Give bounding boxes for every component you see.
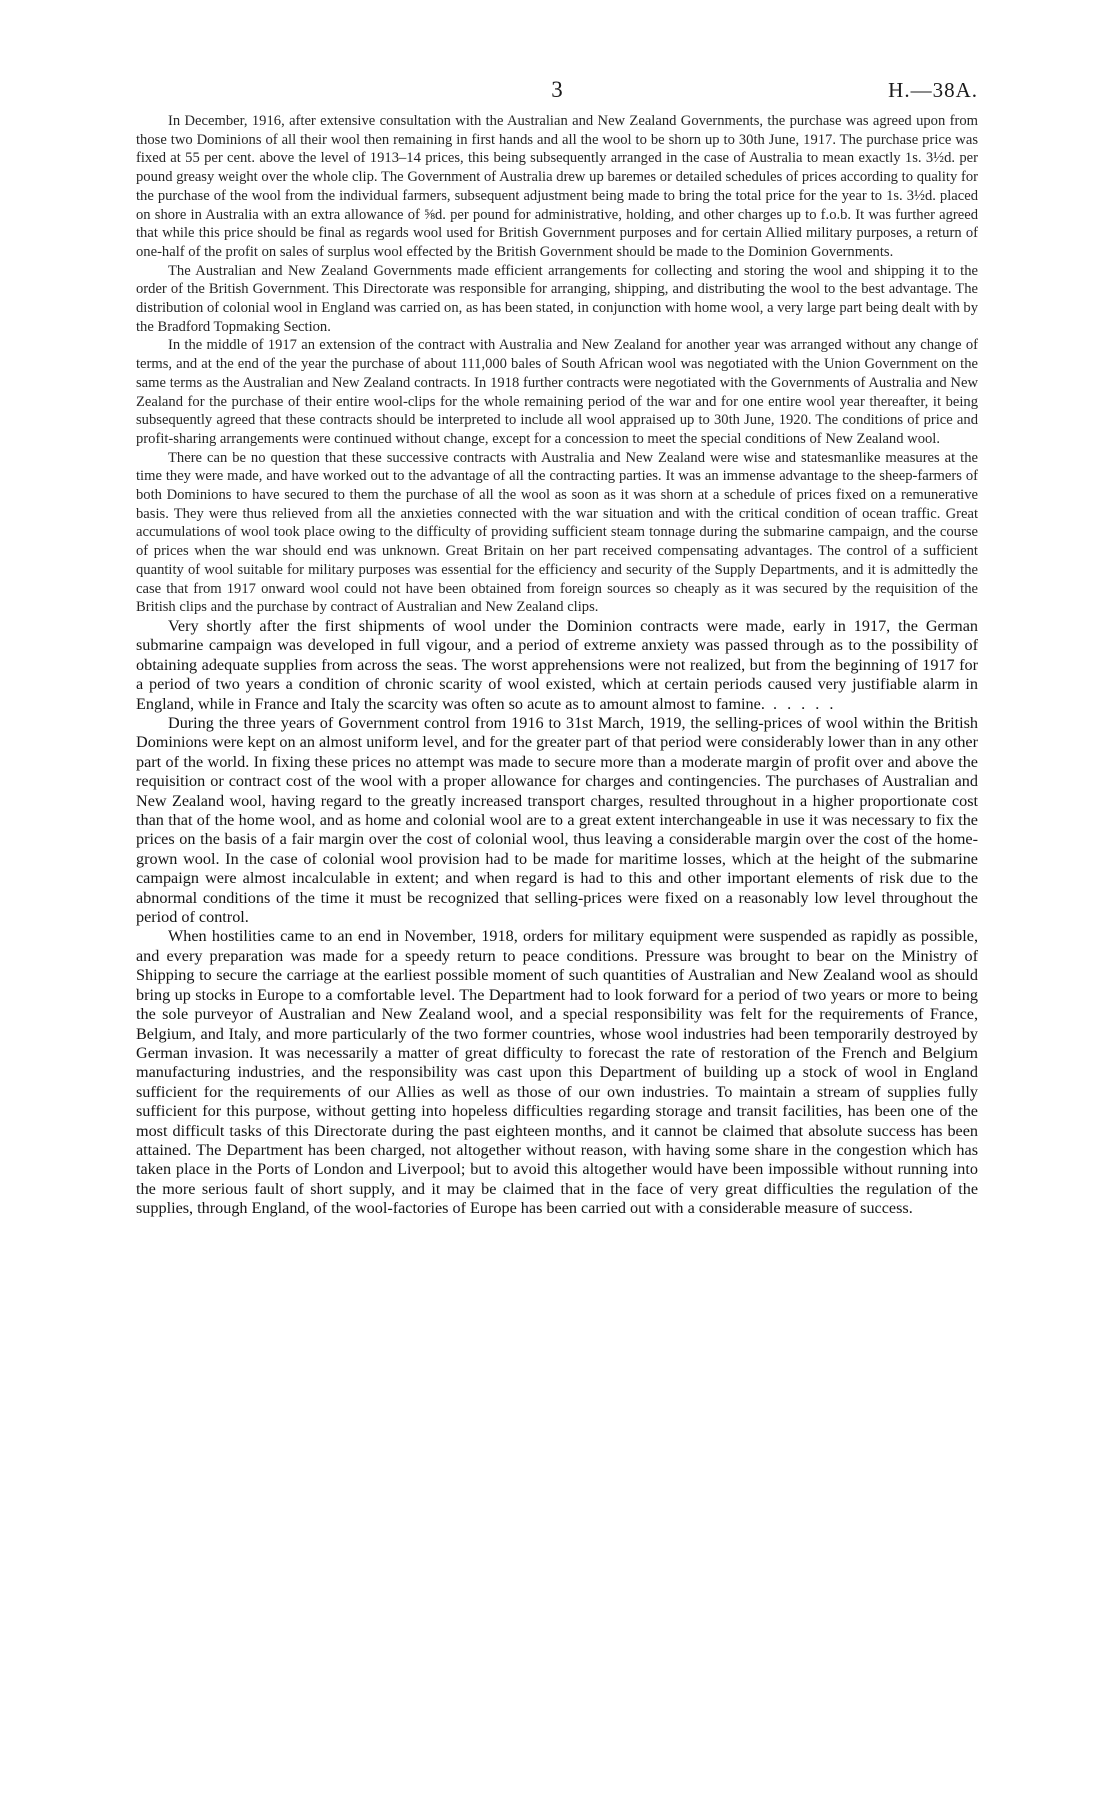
page-number: 3 (551, 77, 563, 102)
paragraph-shipping-arrangements: The Australian and New Zealand Governments made efficient arrangements for collecting and storing the wool and shipping it to the order of the British Government. This Directorate was responsible for arranging, shipping, and distributing the wool to the best advantage. The distribution of colonial wool in England was carried on, as has been stated, in conjunction with home wool, a very large part being dealt with by the Bradford Topmaking Section. (136, 262, 978, 335)
page-header (136, 76, 978, 104)
paragraph-dominion-purchase: In December, 1916, after extensive consultation with the Australian and New Zealand Governments, the purchase was agreed upon from those two Dominions of all their wool then remaining in first hands and all the wool to be shorn up to 30th June, 1917. The purchase price was fixed at 55 per cent. above the level of 1913–14 prices, this being subsequently arranged in the case of Australia to mean exactly 1s. 3½d. per pound greasy weight over the whole clip. The Government of Australia drew up baremes or detailed schedules of prices according to quality for the purchase of the wool from the individual farmers, subsequent adjustment being made to bring the total price for the year to 1s. 3½d. placed on shore in Australia with an extra allowance of ⅝d. per pound for administrative, holding, and other charges up to f.o.b. It was further agreed that while this price should be final as regards wool used for British Government purposes and for certain Allied military purposes, a return of one-half of the profit on sales of surplus wool effected by the British Government should be made to the Dominion Governments. (136, 113, 978, 260)
paragraph-submarine-campaign (136, 617, 978, 714)
paragraph-submarine-campaign-text: Very shortly after the first shipments of wool under the Dominion contracts were made, early in 1917, the German submarine campaign was developed in full vigour, and a period of extreme anxiety was passed through as to the possibility of obtaining adequate supplies from across the seas. The worst apprehensions were not realized, but from the beginning of 1917 for a period of two years a condition of chronic scarity of wool existed, which at certain periods caused very justifiable alarm in England, while in France and Italy the scarcity was often so acute as to amount almost to famine. (136, 616, 978, 713)
paragraph-selling-prices: During the three years of Government control from 1916 to 31st March, 1919, the selling-prices of wool within the British Dominions were kept on an almost uniform level, and for the greater part of that period were considerably lower than in any other part of the world. In fixing these prices no attempt was made to secure more than a moderate margin of profit over and above the requisition or contract cost of the wool with a proper allowance for charges and contingencies. The purchases of Australian and New Zealand wool, having regard to the greatly increased transport charges, resulted throughout in a higher proportionate cost than that of the home wool, and as home and colonial wool are to a great extent interchangeable in use it was necessary to fix the prices on the basis of a fair margin over the cost of colonial wool, thus leaving a considerable margin over the cost of the home-grown wool. In the case of colonial wool provision had to be made for maritime losses, which at the height of the submarine campaign were almost incalculable in extent; and when regard is had to this and other important elements of risk due to the abnormal conditions of the time it must be recognized that selling-prices were fixed on a reasonably low level throughout the period of control. (136, 714, 978, 927)
ellipsis: . . . . . (772, 694, 837, 713)
paragraph-contract-advantages: There can be no question that these successive contracts with Australia and New Zealand were wise and statesmanlike measures at the time they were made, and have worked out to the advantage of all the contracting parties. It was an immense advantage to the sheep-farmers of both Dominions to have secured to them the purchase of all the wool as soon as it was shorn at a schedule of prices fixed on a remunerative basis. They were thus relieved from all the anxieties connected with the war situation and with the critical condition of ocean traffic. Great accumulations of wool took place owing to the difficulty of providing sufficient steam tonnage during the submarine campaign, and the course of prices when the war should end was unknown. Great Britain on her part received compensating advantages. The control of a sufficient quantity of wool suitable for military purposes was essential for the efficiency and security of the Supply Departments, and it is admittedly the case that from 1917 onward wool could not have been obtained from foreign sources so cheaply as it was secured by the requisition of the British clips and the purchase by contract of Australian and New Zealand clips. (136, 449, 978, 616)
paragraph-post-war-supply: When hostilities came to an end in November, 1918, orders for military equipment were suspended as rapidly as possible, and every preparation was made for a speedy return to peace conditions. Pressure was brought to bear on the Ministry of Shipping to secure the carriage at the earliest possible moment of such quantities of Australian and New Zealand wool as should bring up stocks in Europe to a comfortable level. The Department had to look forward for a period of two years or more to being the sole purveyor of Australian and New Zealand wool, and a special responsibility was felt for the requirements of France, Belgium, and Italy, and more particularly of the two former countries, whose wool industries had been temporarily destroyed by German invasion. It was necessarily a matter of great difficulty to forecast the rate of restoration of the French and Belgium manufacturing industries, and the responsibility was cast upon this Department of building up a stock of wool in England sufficient for the requirements of our Allies as well as those of our own industries. To maintain a stream of supplies fully sufficient for this purpose, without getting into hopeless difficulties regarding storage and transit facilities, has been one of the most difficult tasks of this Directorate during the past eighteen months, and it cannot be claimed that absolute success has been attained. The Department has been charged, not altogether without reason, with having some share in the congestion which has taken place in the Ports of London and Liverpool; but to avoid this altogether would have been impossible without running into the more serious fault of short supply, and it may be claimed that in the face of very great difficulties the regulation of the supplies, through England, of the wool-factories of Europe has been carried out with a considerable measure of success. (136, 927, 978, 1218)
paragraph-contract-extension: In the middle of 1917 an extension of the contract with Australia and New Zealand for another year was arranged without any change of terms, and at the end of the year the purchase of about 111,000 bales of South African wool was negotiated with the Union Government on the same terms as the Australian and New Zealand contracts. In 1918 further contracts were negotiated with the Governments of Australia and New Zealand for the purchase of their entire wool-clips for the whole remaining period of the war and for one entire wool year thereafter, it being subsequently agreed that these contracts should be interpreted to include all wool appraised up to 30th June, 1920. The conditions of price and profit-sharing arrangements were continued without change, except for a concession to meet the special conditions of New Zealand wool. (136, 337, 978, 447)
document-reference: H.—38A. (888, 78, 978, 102)
body-text (136, 112, 978, 1219)
